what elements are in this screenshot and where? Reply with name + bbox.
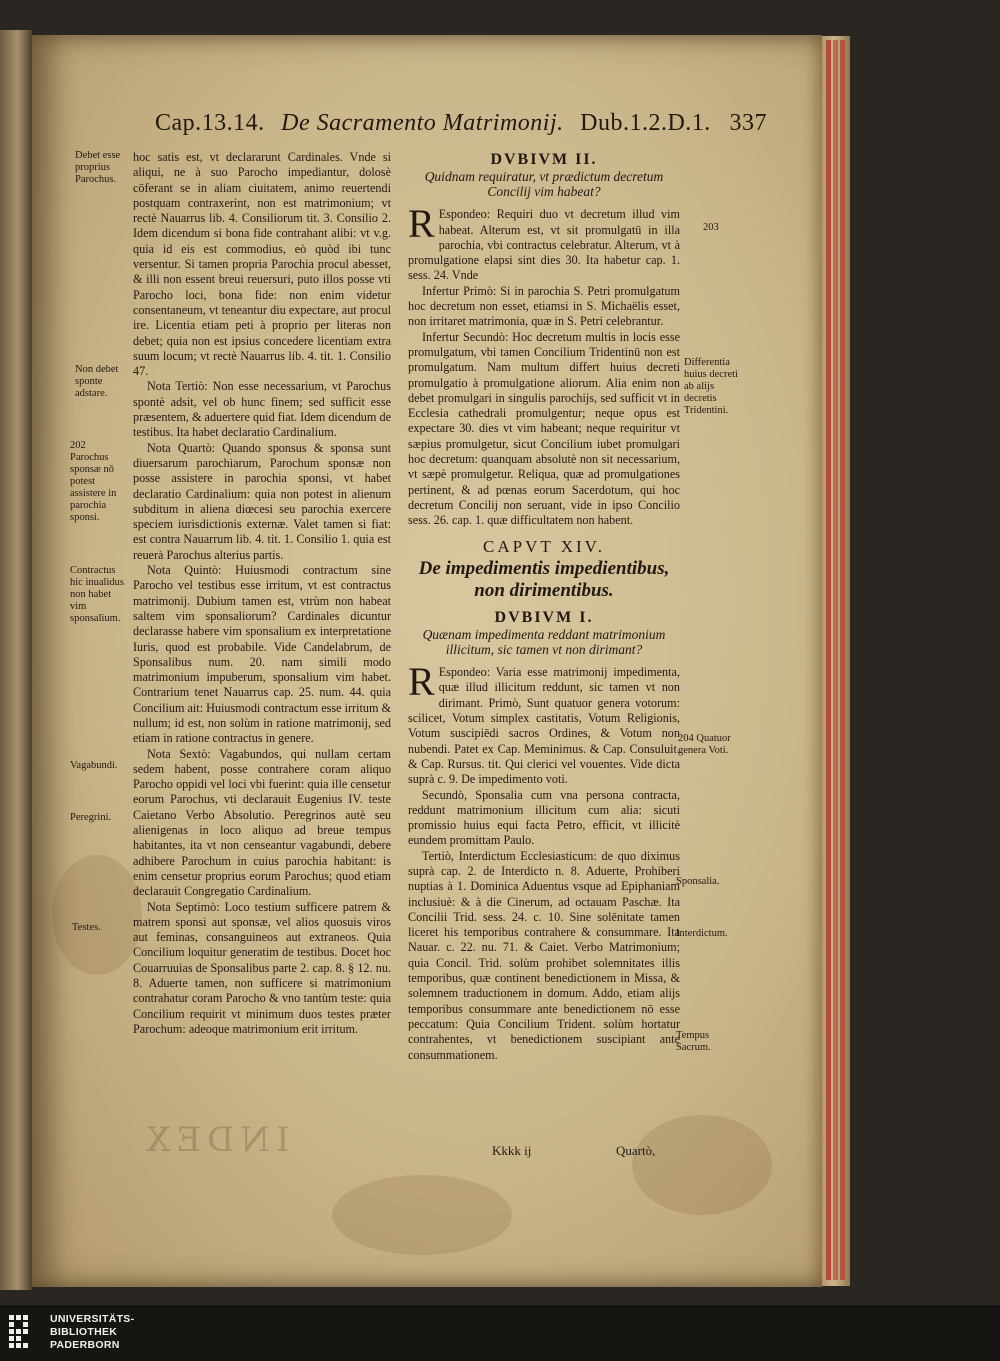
left-text-column [133,150,391,1037]
paragraph: Infertur Primò: Si in parochia S. Petri promulgatum hoc decretum non esset, etiamsi in S. Michaëlis esset, non irritaret matrimonia, quæ in S. Petri celebrantur. [408,283,680,329]
margin-note-left: Testes. [72,922,101,933]
library-name: UNIVERSITÄTS- BIBLIOTHEK PADERBORN [50,1313,135,1351]
paragraph: Nota Septimò: Loco testium sufficere patrem & matrem sponsi aut sponsæ, vel alios quosuis viros aut feminas, consanguineos aut extraneos. Quia Concilium loquitur generatim de testibus. Docet hoc Couarruuias de Sponsalibus parte 2. cap. 8. § 12. nu. 8. Aduerte tamen, non sufficere si matrimonium contrahatur coram Parocho & vno tantùm teste: quia Concilium requirit vt minimum duos testes præter Parochum: adeoque matrimonium erit irritum. [133,899,391,1036]
margin-note-left: Non debet sponte adstare. [75,364,119,399]
right-text-column [408,152,680,1063]
catchword: Quartò, [616,1143,656,1158]
paragraph: R Espondeo: Requiri duo vt decretum illud vim habeat. Alterum est, vt sit promulgatū in illa parochia, vbi contractus celebratur. Alterum, vt à promulgatione elapsi sint dies 30. Ita habetur cap. 1. sess. 24. Vnde [408,201,680,283]
margin-note-right: Interdictum. [676,928,728,939]
dubium-question: Quænam impedimenta reddant matrimonium illicitum, sic tamen vt non dirimant? [422,627,666,658]
margin-note-right: Differentia huius decreti ab alijs decretis Tridentini. [684,357,738,416]
dubium-heading: DVBIVM II. [490,151,598,168]
header-title: De Sacramento Matrimonij. [281,110,564,136]
red-edge-line [826,40,831,1280]
paragraph: Nota Quintò: Huiusmodi contractum sine Parocho vel testibus esse irritum, vt est contractus matrimonij. Dubium tamen est, vtrùm non habeat saltem vim sponsaliorum? Cardinales dicuntur declarasse habere vim sponsalium ex interpretatione Iuris, quod est probabile. Vide Candelabrum, de Sponsalibus num. 20. nam simili modo matrimonium impuberum, sponsalium vim habet. Contrarium tenet Nauarrus cap. 25. num. 44. quia Concilium ait: Huiusmodi contractum esse irritum & nullum; id est, non solùm in ratione matrimonij, sed etiam in ratione contractus in genere. [133,563,391,746]
margin-note-left: 202 Parochus sponsæ nō potest assistere in parochia sponsi. [70,440,117,523]
header-dubium: Dub.1.2.D.1. [580,110,711,136]
paragraph: R Espondeo: Varia esse matrimonij impedimenta, quæ illud illicitum reddunt, sic tamen vt non dirimant. Primò, Sunt quatuor genera votorum: scilicet, Votum simplex castitatis, Votum Religionis, Votum suscipiēdi sacros Ordines, & Votum non nubendi. Patet ex Cap. Meminimus. & Cap. Consuluit. & Cap. Rursus. tit. Qui clerici vel vouentes. Vide dicta suprà c. 9. De impedimento voti. [408,659,680,787]
paragraph: Nota Sextò: Vagabundos, qui nullam certam sedem habent, posse contrahere coram aliquo Parocho oppidi vel loci vbi fuerint: quia ille censetur eorum Parochus, vti declarauit Eugenius IV. teste Caietano Verbo Absolutio. Peregrinos autè seu alienigenas in loco aliquo ad breue tempus habitantes, ita vt non censeantur vagabundi, debere adhibere Parochum in cuius parochia habitant: is enim censetur proprius eorum Parochus; quod etiam declarauit Congregatio Cardinalium. [133,746,391,899]
margin-note-right: Sponsalia. [676,876,720,887]
dubium-question: Quidnam requiratur, vt prædictum decretum Concilij vim habeat? [424,169,664,200]
margin-note-right: Tempus Sacrum. [676,1030,711,1053]
paragraph: hoc satis est, vt declararunt Cardinales. Vnde si aliqui, ne à suo Parocho impediantur, dolosè cōferant se in aliam ciuitatem, animo reuertendi postquam contraxerint, non est matrimonium; vt rectè Nauarrus lib. 4. Consiliorum tit. 3. Consilio 2. Idem dicendum si bona fide contrahant alibi: vt v.g. quia id eis est commodius, eò quòd ibi tunc versentur. Si tamen propria Parochia procul abesset, & illi non essent breui reuersuri, puto illos posse vti Parocho loci, bona fide: non enim videtur consentaneum, vt teneantur diu expectare, aut procul ire. Licentia etiam peti à proprio per literas non debet; quia non est ipsius concedere licentiam extra suum locum; vt rectè Nauarrus lib. 4. tit. 1. Consilio 47. [133,150,391,379]
header-chapter: Cap.13.14. [155,110,265,136]
red-edge-line [840,40,845,1280]
margin-note-left: Contractus hic inualidus non habet vim sponsalium. [70,565,124,624]
library-logo-icon [8,1313,42,1353]
margin-note-right: 204 Quatuor genera Voti. [678,733,731,756]
paragraph: Tertiò, Interdictum Ecclesiasticum: de quo diximus suprà cap. 2. de Interdicto n. 8. Aduerte, Prohiberi nuptias à 1. Dominica Aduentus vsque ad Epiphaniam inclusiuè: & à die Cinerum, ad octauam Paschæ. Ita Concilii Trid. sess. 24. c. 10. Sine solēnitate tamen liceret his temporibus contrahere & consummare. Ita Nauar. c. 22. nu. 71. & Caiet. Verbo Matrimonium; quia Concil. Trid. solùm prohibet solemnitates illis temporibus, quæ continent benedictionem in Missa, & solemnem traductionem in domum. Addo, etiam alijs temporibus consummare ante benedictionem nō esse peccatum: Quia Concilium Trident. solùm hortatur contrahentes, vt benedictionem suscipiant ante consummationem. [408,848,680,1062]
red-edge-line [833,40,838,1280]
signature-mark: Kkkk ij [492,1143,532,1158]
running-header [155,110,767,137]
dubium-heading: DVBIVM I. [494,608,594,626]
page-number: 337 [729,110,767,136]
margin-note-left: Debet esse proprius Parochus. [75,150,121,185]
paragraph: Nota Quartò: Quando sponsus & sponsa sunt diuersarum parochiarum, Parochum sponsæ non posse assistere in parochia sponsi, vt habet declaratio Cardinalium: quia non potest in alienum subditum in aliena diœcesi seu parochia exercere speciem iurisdictionis externæ. Valet tamen si fiat: est contra Nauarrum lib. 4. tit. 1. Consilio 1. quia est reuerà Parochus alterius partis. [133,440,391,562]
bleed-through-text: INDEX [140,1120,290,1160]
drop-cap: R [408,659,435,705]
paragraph: Nota Tertiò: Non esse necessarium, vt Parochus spontè adsit, vel ob hunc finem; sed sufficit esse præsentem, & aduertere quid fiat. Idem dicendum de testibus. Ita habet declaratio Cardinalium. [133,379,391,440]
margin-note-left: Peregrini. [70,812,112,823]
drop-cap: R [408,201,435,247]
facing-page-edge [0,30,32,1290]
margin-note-right: 203 [703,222,719,233]
margin-note-left: Vagabundi. [70,760,118,771]
chapter-heading: CAPVT XIV. [483,536,605,556]
paragraph: Secundò, Sponsalia cum vna persona contracta, reddunt matrimonium illicitum cum alia: sicuti promissio huius equi facta Petro, efficit, vt illicitè eundem promittam Paulo. [408,787,680,848]
chapter-title: De impedimentis impedientibus, non dirimentibus. [418,557,670,601]
paragraph: Infertur Secundò: Hoc decretum multis in locis esse promulgatum, vbi tamen Concilium Tridentinū non est promulgatum. Nam multum differt huius decreti promulgatio à promulgatione aliorum. Alia enim non debet promulgari in singulis parochijs, sed sufficit vt in Ecclesia cathedrali promulgentur; neque opus est expectare 30. dies vt vim habeant; neque requiritur vt sæpius promulgetur, sicut Concilium iubet promulgari hoc decretum: quanquam absolutè non sit necessarium, vt sæpè promulgetur. Reliqua, quæ ad promulgationes pertinent, & ad pœnas eorum Sacerdotum, qui hoc decretum Concilij non seruant, vide in ipso Concilio sess. 26. cap. 1. quæ difficultatem non habent. [408,329,680,528]
